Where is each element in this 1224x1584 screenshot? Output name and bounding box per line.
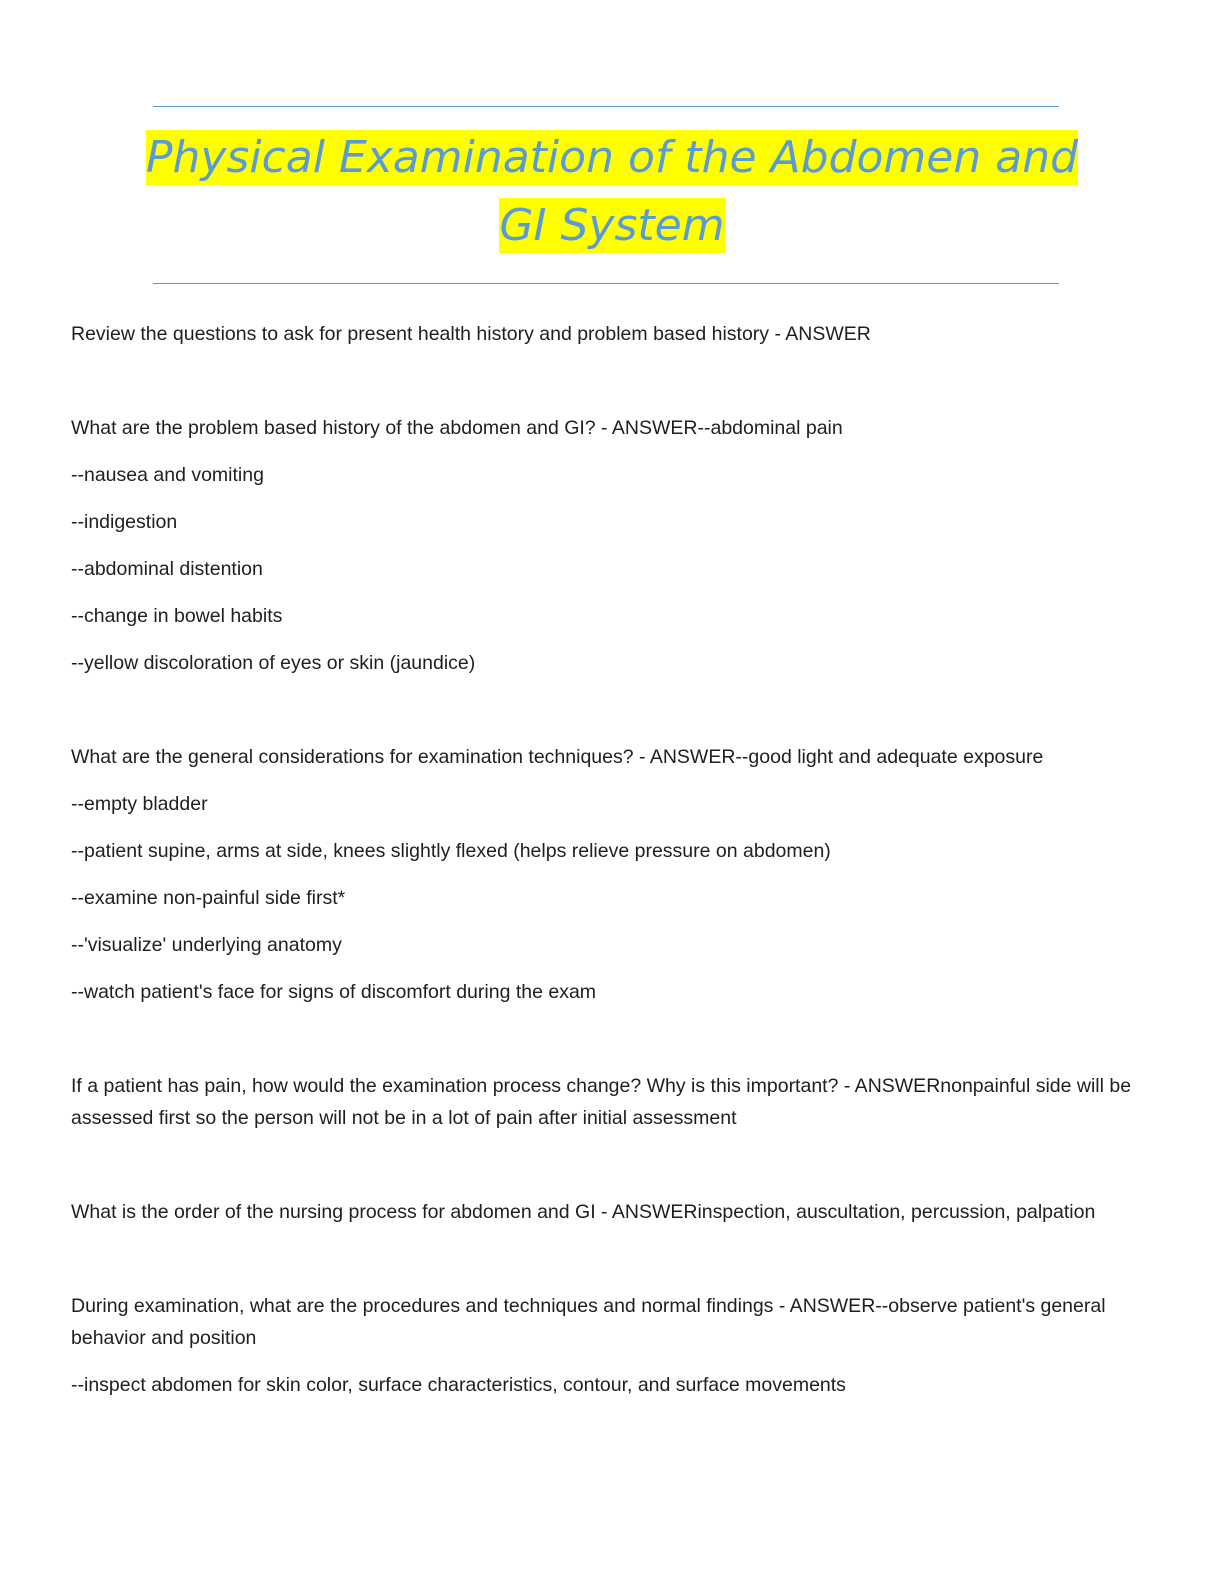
qa-list-item: --inspect abdomen for skin color, surface characteristics, contour, and surface movements (71, 1374, 846, 1396)
qa-paragraph: What are the problem based history of the abdomen and GI? - ANSWER--abdominal pain (71, 417, 843, 439)
qa-list-item: --abdominal distention (71, 558, 263, 580)
qa-paragraph: During examination, what are the procedures and techniques and normal findings - ANSWER--observe patient's general behavior and position (71, 1295, 1106, 1349)
title-line-1: Physical Examination of the Abdomen and (145, 132, 1079, 183)
page-title (130, 124, 1094, 260)
qa-list-item: --indigestion (71, 511, 178, 533)
qa-paragraph: What are the general considerations for examination techniques? - ANSWER--good light and adequate exposure (71, 746, 1044, 768)
title-bottom-rule (153, 283, 1059, 284)
qa-list-item: --'visualize' underlying anatomy (71, 934, 342, 956)
qa-list-item: --examine non-painful side first* (71, 887, 346, 909)
qa-paragraph: What is the order of the nursing process for abdomen and GI - ANSWERinspection, auscultation, percussion, palpation (71, 1201, 1096, 1223)
document-body (71, 318, 1141, 1416)
title-top-rule (153, 106, 1059, 107)
qa-paragraph: Review the questions to ask for present health history and problem based history - ANSWER (71, 323, 871, 345)
qa-list-item: --nausea and vomiting (71, 464, 264, 486)
qa-list-item: --change in bowel habits (71, 605, 283, 627)
qa-list-item: --empty bladder (71, 793, 208, 815)
title-line-2: GI System (499, 200, 725, 251)
qa-list-item: --patient supine, arms at side, knees slightly flexed (helps relieve pressure on abdomen) (71, 840, 831, 862)
qa-paragraph: If a patient has pain, how would the examination process change? Why is this important? - ANSWERnonpainful side will be assessed first so the person will not be in a lot of pain after initial assessment (71, 1075, 1132, 1129)
qa-list-item: --watch patient's face for signs of discomfort during the exam (71, 981, 597, 1003)
qa-list-item: --yellow discoloration of eyes or skin (jaundice) (71, 652, 476, 674)
